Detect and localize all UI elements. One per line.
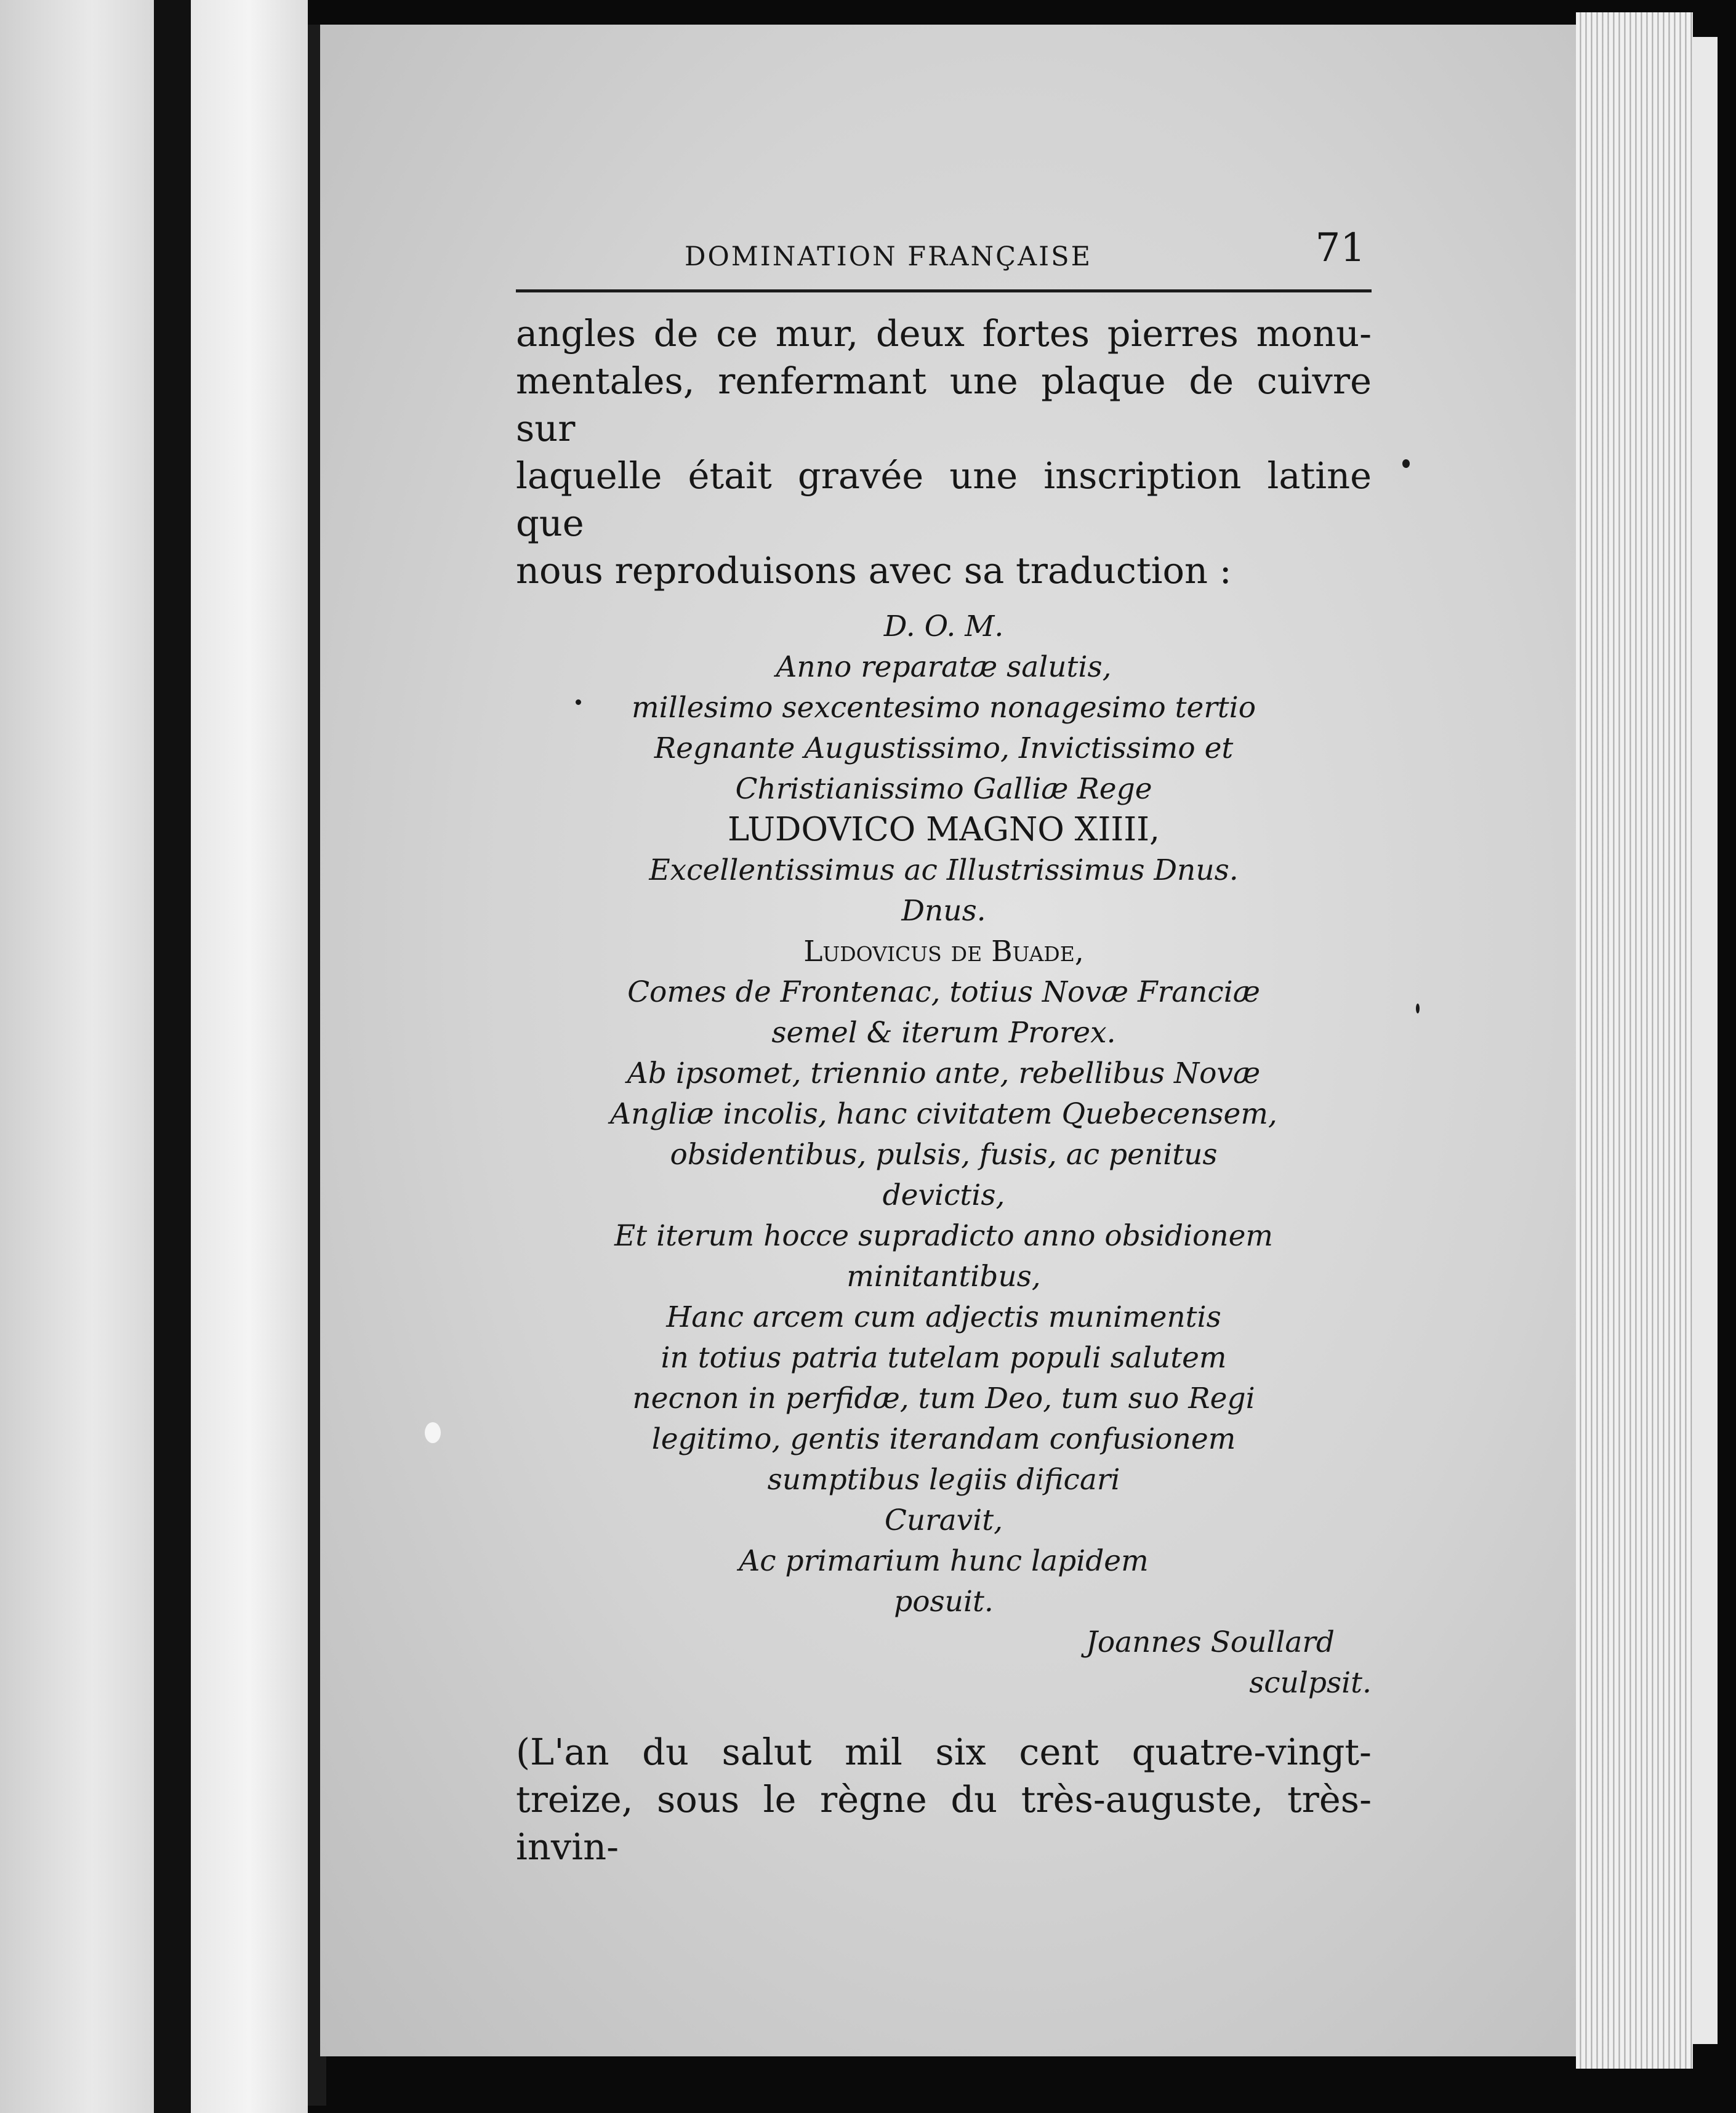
- inscription-line: Anno reparatæ salutis,: [776, 650, 1112, 684]
- scan-speck: [425, 1422, 441, 1443]
- inscription-line: Hanc arcem cum adjectis munimentis: [666, 1300, 1221, 1334]
- body-paragraph: [516, 310, 1372, 594]
- inscription-line: posuit.: [894, 1585, 994, 1619]
- engraver-credit: [516, 1622, 1372, 1704]
- inscription-line: Ab ipsomet, triennio ante, rebellibus Novæ: [627, 1056, 1261, 1090]
- inscription-line: Curavit,: [884, 1503, 1003, 1537]
- inscription-line: Ac primarium hunc lapidem: [739, 1544, 1149, 1578]
- latin-inscription: [516, 606, 1372, 1622]
- inscription-line: devictis,: [882, 1178, 1005, 1212]
- prose-line: nous reproduisons avec sa traduction :: [516, 549, 1232, 592]
- translation-line: treize, sous le règne du très-auguste, très-invin-: [516, 1778, 1372, 1868]
- page-spine: [191, 0, 308, 2113]
- inscription-line: D. O. M.: [883, 610, 1004, 643]
- binding-gutter: [154, 0, 191, 2113]
- scan-speck: [1402, 459, 1410, 468]
- inscription-line: Christianissimo Galliæ Rege: [735, 772, 1152, 806]
- inscription-line: Ludovicus de Buade,: [803, 935, 1084, 968]
- engraver-name: Joannes Soullard: [1086, 1625, 1335, 1659]
- running-head: [516, 222, 1372, 292]
- inscription-line: in totius patria tutelam populi salutem: [661, 1341, 1227, 1375]
- inscription-line: Angliæ incolis, hanc civitatem Quebecensem,: [610, 1097, 1277, 1131]
- running-title: DOMINATION FRANÇAISE: [685, 241, 1092, 272]
- engraver-verb: sculpsit.: [1249, 1666, 1372, 1700]
- inscription-line: Et iterum hocce supradicto anno obsidionem: [614, 1219, 1273, 1253]
- prose-line: laquelle était gravée une inscription latine que: [516, 454, 1372, 544]
- inscription-line: legitimo, gentis iterandam confusionem: [651, 1422, 1236, 1456]
- inscription-line: minitantibus,: [846, 1260, 1041, 1294]
- translation-paragraph: [516, 1728, 1372, 1870]
- page-content: [516, 222, 1372, 1870]
- page-fore-edge: [1576, 12, 1693, 2069]
- page-number: 71: [1315, 225, 1365, 271]
- prose-line: mentales, renfermant une plaque de cuivre sur: [516, 360, 1372, 449]
- inscription-line: Dnus.: [901, 894, 986, 928]
- previous-page-edge: [0, 0, 154, 2113]
- inscription-line: Excellentissimus ac Illustrissimus Dnus.: [649, 853, 1239, 887]
- inscription-line: Comes de Frontenac, totius Novæ Franciæ: [627, 975, 1260, 1009]
- prose-line: angles de ce mur, deux fortes pierres monu-: [516, 312, 1372, 355]
- inscription-line: semel & iterum Prorex.: [771, 1016, 1116, 1050]
- inscription-line: obsidentibus, pulsis, fusis, ac penitus: [670, 1138, 1218, 1172]
- inscription-line: millesimo sexcentesimo nonagesimo tertio: [631, 691, 1256, 725]
- page-fore-edge-outer: [1693, 37, 1718, 2044]
- inscription-line: sumptibus legiis dificari: [767, 1463, 1120, 1497]
- inscription-line: necnon in perfidæ, tum Deo, tum suo Regi: [632, 1382, 1255, 1415]
- inscription-line: Regnante Augustissimo, Invictissimo et: [654, 731, 1234, 765]
- translation-line: (L'an du salut mil six cent quatre-vingt-: [516, 1731, 1372, 1773]
- inscription-line: LUDOVICO MAGNO XIIII,: [728, 811, 1160, 848]
- scan-speck: [1416, 1004, 1420, 1013]
